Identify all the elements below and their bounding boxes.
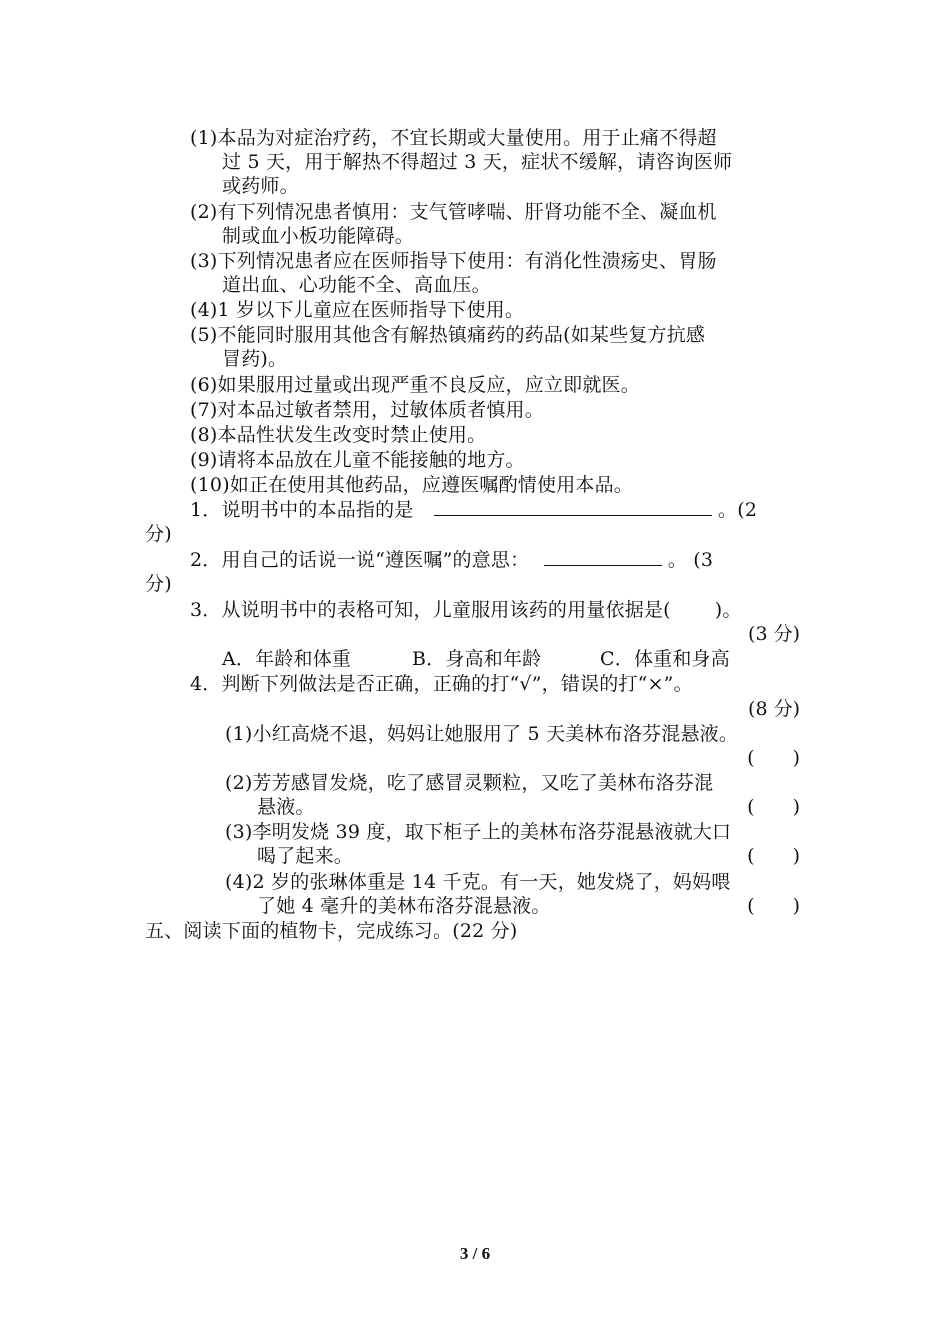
question-4-item-3: (3)李明发烧 39 度，取下柜子上的美林布洛芬混悬液就大口 — [225, 821, 732, 843]
question-2-text: 2．用自己的话说一说“遵医嘱”的意思： — [190, 549, 530, 571]
question-3 — [190, 598, 742, 622]
question-3-option-c[interactable]: C．体重和身高 — [600, 648, 730, 670]
note-line: (4)1 岁以下儿童应在医师指导下使用。 — [190, 299, 525, 321]
question-2-score-wrap: 分) — [145, 573, 172, 595]
note-line: 或药师。 — [222, 175, 299, 197]
note-line: 过 5 天，用于解热不得超过 3 天，症状不缓解，请咨询医师 — [222, 151, 733, 173]
question-4-item-4: (4)2 岁的张琳体重是 14 千克。有一天，她发烧了，妈妈喂 — [225, 871, 731, 893]
section-5-heading: 五、阅读下面的植物卡，完成练习。(22 分) — [145, 920, 518, 942]
note-line: (5)不能同时服用其他含有解热镇痛药的药品(如某些复方抗感 — [190, 324, 706, 346]
page-number: 3 / 6 — [459, 1244, 491, 1263]
question-4-item-4-answer-paren[interactable]: ( ) — [747, 895, 800, 917]
question-1 — [190, 498, 757, 522]
question-4-item-2-cont: 悬液。 — [257, 796, 315, 818]
question-4-score: (8 分) — [748, 698, 800, 720]
question-3-text: 3．从说明书中的表格可知，儿童服用该药的用量依据是( — [190, 599, 671, 621]
note-line: (10)如正在使用其他药品，应遵医嘱酌情使用本品。 — [190, 474, 634, 496]
question-4-item-4-cont: 了她 4 毫升的美林布洛芬混悬液。 — [257, 895, 551, 917]
note-line: 冒药)。 — [222, 348, 288, 370]
question-3-score: (3 分) — [748, 623, 800, 645]
note-line: (7)对本品过敏者禁用，过敏体质者慎用。 — [190, 399, 544, 421]
note-line: (3)下列情况患者应在医师指导下使用：有消化性溃疡史、胃肠 — [190, 250, 717, 272]
note-line: (6)如果服用过量或出现严重不良反应，应立即就医。 — [190, 374, 640, 396]
question-3-option-b[interactable]: B．身高和年龄 — [412, 648, 542, 670]
question-1-answer-blank[interactable] — [434, 498, 712, 516]
question-1-text: 1．说明书中的本品指的是 — [190, 499, 414, 521]
note-line: 制或血小板功能障碍。 — [222, 225, 415, 247]
question-4-item-1: (1)小红高烧不退，妈妈让她服用了 5 天美林布洛芬混悬液。 — [225, 723, 739, 745]
note-line: (8)本品性状发生改变时禁止使用。 — [190, 424, 487, 446]
question-2-score: 。 (3 — [667, 549, 714, 571]
question-3-paren-close: )。 — [714, 599, 742, 621]
question-1-score: 。(2 — [718, 499, 758, 521]
question-4-item-2: (2)芳芳感冒发烧，吃了感冒灵颗粒，又吃了美林布洛芬混 — [225, 772, 714, 794]
question-4-text: 4．判断下列做法是否正确，正确的打“√”，错误的打“×”。 — [190, 673, 693, 695]
note-line: (2)有下列情况患者慎用：支气管哮喘、肝肾功能不全、凝血机 — [190, 201, 717, 223]
note-line: 道出血、心功能不全、高血压。 — [222, 274, 491, 296]
question-3-option-a[interactable]: A．年龄和体重 — [222, 648, 352, 670]
question-4-item-2-answer-paren[interactable]: ( ) — [747, 796, 800, 818]
question-4-item-3-cont: 喝了起来。 — [257, 845, 354, 867]
note-line: (9)请将本品放在儿童不能接触的地方。 — [190, 449, 525, 471]
question-2-answer-blank[interactable] — [544, 548, 662, 566]
question-4-item-3-answer-paren[interactable]: ( ) — [747, 845, 800, 867]
note-line: (1)本品为对症治疗药，不宜长期或大量使用。用于止痛不得超 — [190, 127, 717, 149]
question-2 — [190, 548, 713, 572]
question-1-score-wrap: 分) — [145, 523, 172, 545]
question-4-item-1-answer-paren[interactable]: ( ) — [747, 747, 800, 769]
